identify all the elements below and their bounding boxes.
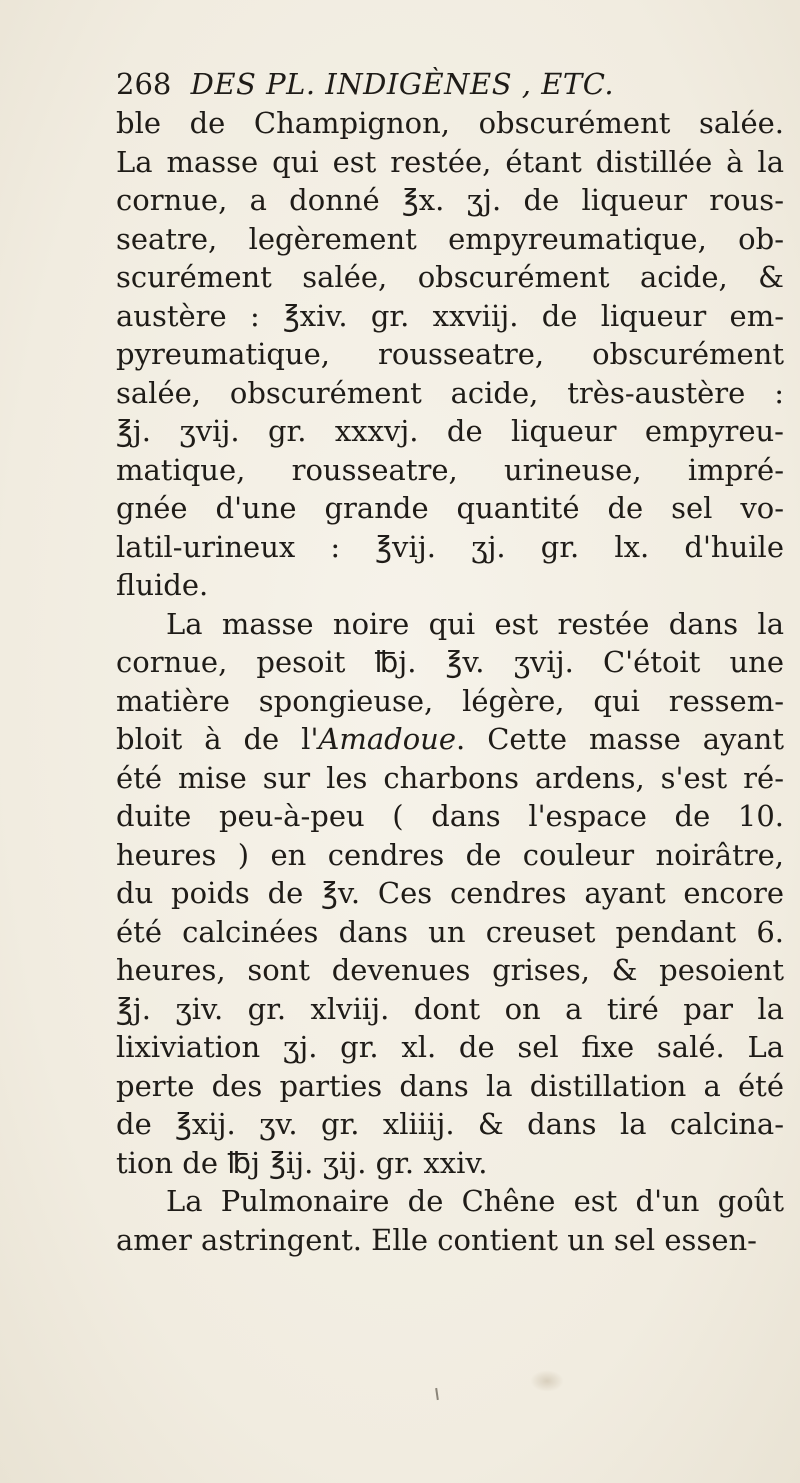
text-line: gnée d'une grande quantité de sel vo- — [116, 491, 784, 525]
body-text — [116, 104, 784, 1259]
text-line: été calcinées dans un creuset pendant 6. — [116, 914, 784, 949]
text-line: fluide. — [116, 568, 209, 602]
paper-stain — [530, 1370, 564, 1392]
text-line: scurément salée, obscurément acide, & — [116, 260, 784, 294]
text-line: heures ) en cendres de couleur noirâtre, — [116, 837, 784, 872]
text-line: seatre, legèrement empyreumatique, ob- — [116, 221, 784, 256]
text-line: cornue, a donné ℥x. ʒj. de liqueur rous- — [116, 183, 784, 217]
page-number: 268 — [116, 67, 172, 101]
text-line: tion de ℔j ℥ij. ʒij. gr. xxiv. — [116, 1145, 488, 1180]
ink-speck — [435, 1388, 439, 1400]
text-line: cornue, pesoit ℔j. ℥v. ʒvij. C'étoit une — [116, 645, 784, 679]
text-line: pyreumatique, rousseatre, obscurément — [116, 337, 784, 371]
text-line: duite peu-à-peu ( dans l'espace de 10. — [116, 799, 784, 833]
text-line: ℥j. ʒiv. gr. xlviij. dont on a tiré par la — [116, 991, 784, 1026]
text-line: du poids de ℥v. Ces cendres ayant encore — [116, 876, 784, 910]
paragraph — [116, 605, 784, 1183]
text-line: été mise sur les charbons ardens, s'est ré- — [116, 760, 784, 795]
text-line: heures, sont devenues grises, & pesoient — [116, 953, 784, 987]
text-line: perte des parties dans la distillation a été — [116, 1068, 784, 1103]
text-line: La masse noire qui est restée dans la — [166, 606, 784, 641]
text-line: de ℥xij. ʒv. gr. xliiij. & dans la calcina- — [116, 1107, 784, 1141]
text-line: salée, obscurément acide, très-austère : — [116, 375, 784, 410]
page-header — [116, 62, 716, 106]
text-line: ℥j. ʒvij. gr. xxxvj. de liqueur empyreu- — [116, 414, 784, 448]
text-line: austère : ℥xiv. gr. xxviij. de liqueur em- — [116, 298, 784, 333]
text-line: ble de Champignon, obscurément salée. — [116, 106, 784, 140]
paragraph — [116, 104, 784, 605]
text-line: La masse qui est restée, étant distillée à la — [116, 144, 784, 179]
paragraph — [116, 1182, 784, 1259]
running-title: DES PL. INDIGÈNES , ETC. — [190, 67, 615, 101]
text-line: latil-urineux : ℥vij. ʒj. gr. lx. d'huile — [116, 529, 784, 564]
text-line: La Pulmonaire de Chêne est d'un goût — [166, 1184, 784, 1218]
text-line: matière spongieuse, légère, qui ressem- — [116, 683, 784, 718]
text-line: bloit à de l'Amadoue. Cette masse ayant — [116, 722, 784, 756]
text-line: lixiviation ʒj. gr. xl. de sel fixe salé. La — [116, 1030, 784, 1064]
text-line: amer astringent. Elle contient un sel essen- — [116, 1222, 757, 1257]
text-line: matique, rousseatre, urineuse, impré- — [116, 452, 784, 487]
